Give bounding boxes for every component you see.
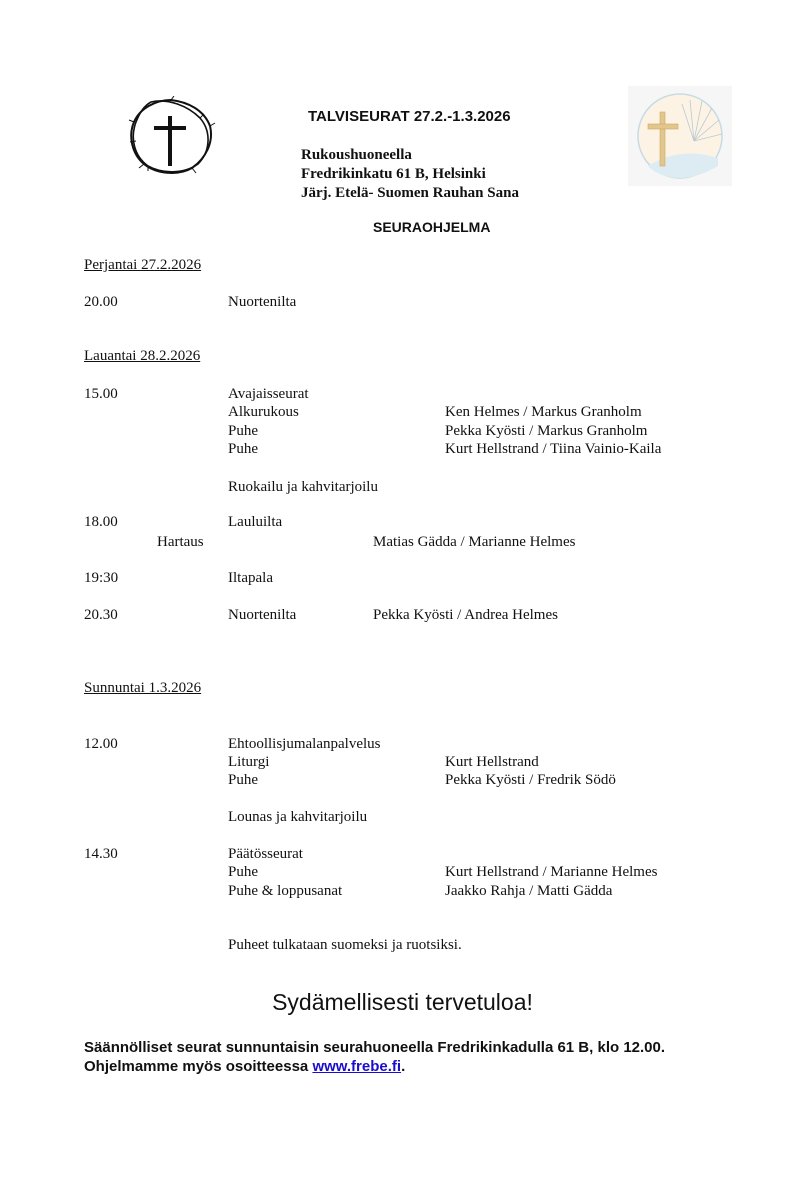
website-suffix: . bbox=[401, 1058, 406, 1075]
program-subtitle: SEURAOHJELMA bbox=[373, 219, 491, 235]
people: Jaakko Rahja / Matti Gädda bbox=[445, 883, 613, 899]
people: Matias Gädda / Marianne Helmes bbox=[373, 534, 576, 550]
website-link[interactable]: www.frebe.fi bbox=[312, 1058, 402, 1075]
time: 20.30 bbox=[84, 607, 118, 623]
venue-line: Järj. Etelä- Suomen Rauhan Sana bbox=[301, 185, 519, 201]
role: Puhe bbox=[228, 441, 258, 457]
people: Ken Helmes / Markus Granholm bbox=[445, 404, 642, 420]
welcome-heading: Sydämellisesti tervetuloa! bbox=[272, 989, 533, 1015]
time: 18.00 bbox=[84, 514, 118, 530]
time: 20.00 bbox=[84, 294, 118, 310]
role: Puhe bbox=[228, 772, 258, 788]
note: Ruokailu ja kahvitarjoilu bbox=[228, 479, 378, 495]
role: Alkurukous bbox=[228, 404, 299, 420]
time: 12.00 bbox=[84, 736, 118, 752]
event: Lauluilta bbox=[228, 514, 283, 530]
role: Puhe bbox=[228, 423, 258, 439]
venue-line: Fredrikinkatu 61 B, Helsinki bbox=[301, 166, 486, 182]
time: 19:30 bbox=[84, 570, 119, 586]
event: Nuortenilta bbox=[228, 607, 297, 623]
time: 15.00 bbox=[84, 386, 118, 402]
cross-sunrise-icon bbox=[628, 86, 732, 186]
role: Liturgi bbox=[228, 754, 270, 770]
time: 14.30 bbox=[84, 846, 118, 862]
day-heading-saturday: Lauantai 28.2.2026 bbox=[84, 348, 201, 364]
people: Pekka Kyösti / Andrea Helmes bbox=[373, 607, 558, 623]
role: Hartaus bbox=[157, 534, 204, 550]
website-prefix: Ohjelmamme myös osoitteessa bbox=[84, 1058, 313, 1075]
people: Kurt Hellstrand bbox=[445, 754, 539, 770]
note: Lounas ja kahvitarjoilu bbox=[228, 809, 368, 825]
event: Avajaisseurat bbox=[228, 386, 309, 402]
regular-meetings-text: Säännölliset seurat sunnuntaisin seurahuoneella Fredrikinkadulla 61 B, klo 12.00. bbox=[84, 1039, 666, 1056]
event: Iltapala bbox=[228, 570, 273, 586]
role: Puhe & loppusanat bbox=[228, 883, 343, 899]
day-heading-sunday: Sunnuntai 1.3.2026 bbox=[84, 680, 202, 696]
venue-block bbox=[301, 146, 519, 203]
day-heading-friday: Perjantai 27.2.2026 bbox=[84, 257, 202, 273]
event: Nuortenilta bbox=[228, 294, 297, 310]
venue-line: Rukoushuoneella bbox=[301, 147, 412, 163]
role: Puhe bbox=[228, 864, 258, 880]
people: Pekka Kyösti / Fredrik Södö bbox=[445, 772, 616, 788]
thorn-crown-cross-icon bbox=[126, 96, 216, 176]
event-title: TALVISEURAT 27.2.-1.3.2026 bbox=[308, 108, 511, 125]
interpretation-note: Puheet tulkataan suomeksi ja ruotsiksi. bbox=[228, 937, 462, 953]
event: Päätösseurat bbox=[228, 846, 303, 862]
event: Ehtoollisjumalanpalvelus bbox=[228, 736, 381, 752]
people: Kurt Hellstrand / Marianne Helmes bbox=[445, 864, 658, 880]
people: Kurt Hellstrand / Tiina Vainio-Kaila bbox=[445, 441, 662, 457]
website-line bbox=[84, 1058, 405, 1075]
people: Pekka Kyösti / Markus Granholm bbox=[445, 423, 648, 439]
